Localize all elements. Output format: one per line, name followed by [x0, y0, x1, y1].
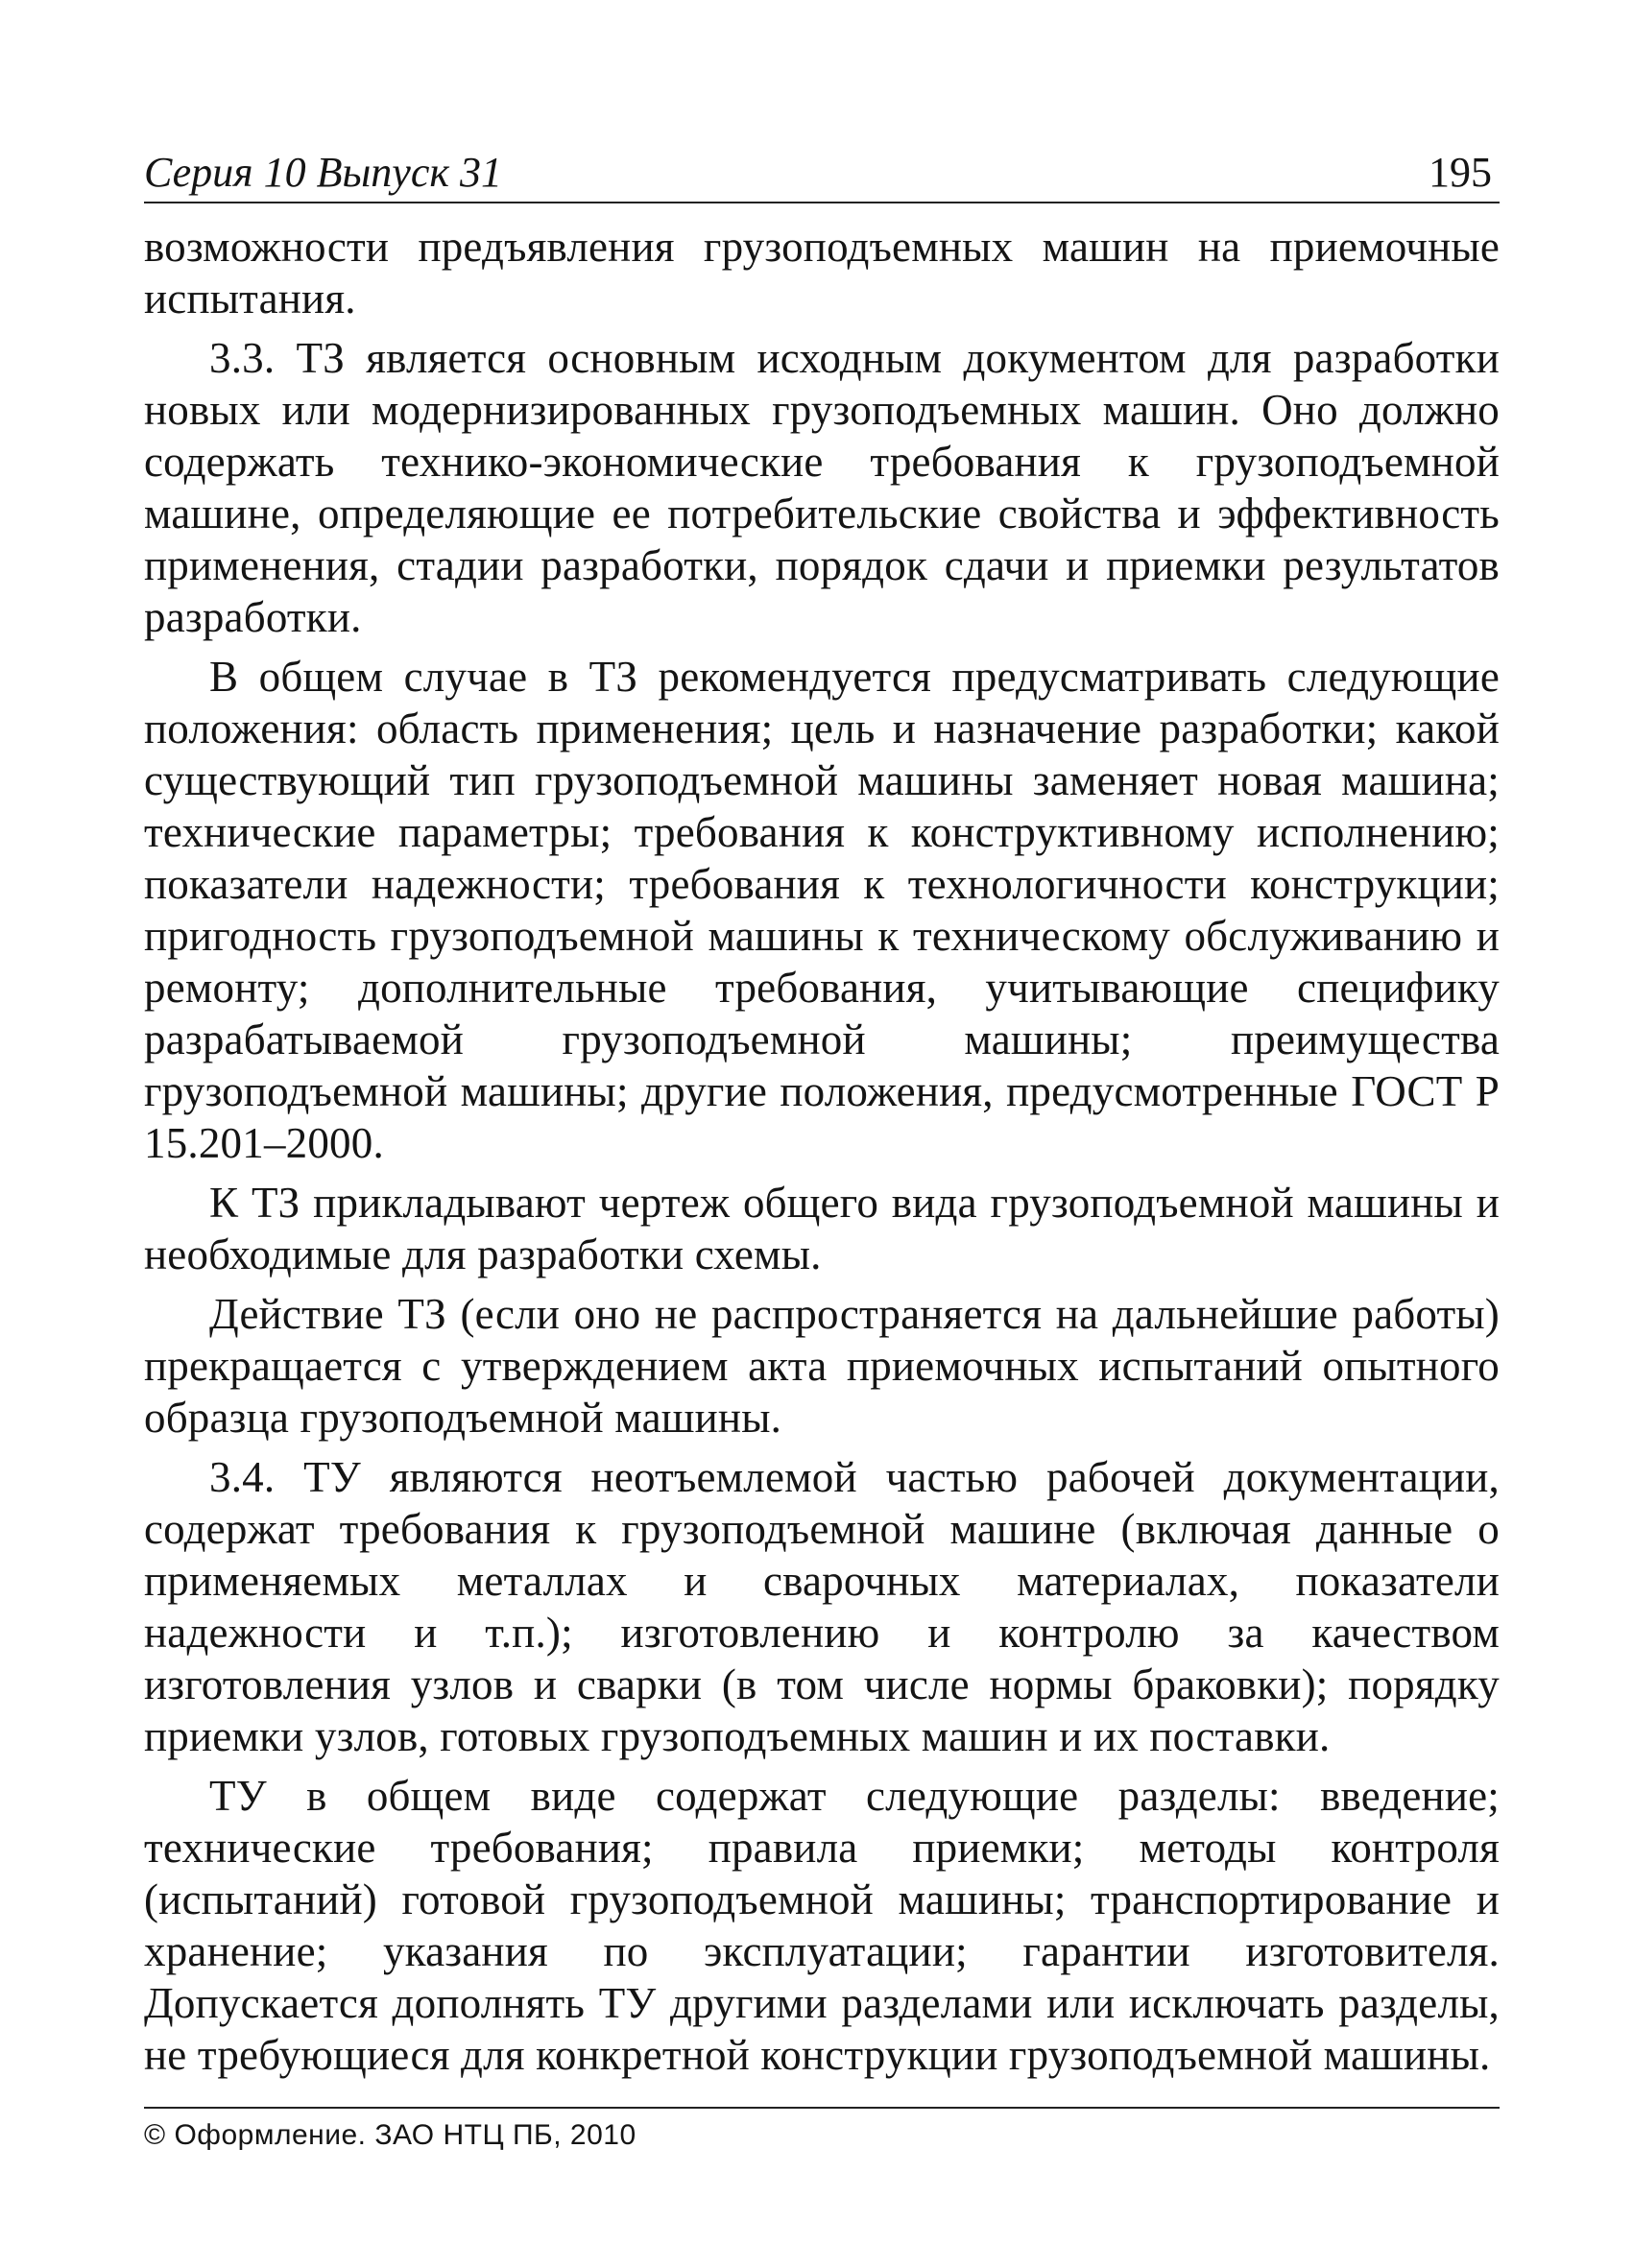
series-title: Серия 10 Выпуск 31 — [144, 149, 502, 196]
paragraph-3-4: 3.4. ТУ являются неотъемлемой частью рабочей документации, содержат требования к грузоподъемной машине (включая данные о применяемых металлах и сварочных материалах, показатели надежности и т.п.); изготовлению и контролю за качеством изготовления узлов и сварки (в том числе нормы браковки); порядку приемки узлов, готовых грузоподъемных машин и их поставки. — [144, 1453, 1500, 1760]
running-head — [144, 144, 1500, 203]
page-number: 195 — [1429, 149, 1492, 196]
page — [144, 144, 1500, 2089]
body-text — [144, 221, 1500, 2081]
paragraph-3-3: 3.3. ТЗ является основным исходным документом для разработки новых или модернизированных грузоподъемных машин. Оно должно содержать технико-экономические требования к грузоподъемной машине, определяющие ее потребительские свойства и эффективность применения, стадии разработки, порядок сдачи и приемки результатов разработки. — [144, 334, 1500, 641]
copyright-note: © Оформление. ЗАО НТЦ ПБ, 2010 — [144, 2119, 636, 2151]
paragraph-continuation: возможности предъявления грузоподъемных машин на приемочные испытания. — [144, 223, 1500, 322]
paragraph-tz-provisions: В общем случае в ТЗ рекомендуется предусматривать следующие положения: область применения; цель и назначение разработки; какой существующий тип грузоподъемной машины заменяет новая машина; технические параметры; требования к конструктивному исполнению; показатели надежности; требования к технологичности конструкции; пригодность грузоподъемной машины к техническому обслуживанию и ремонту; дополнительные требования, учитывающие специфику разрабатываемой грузоподъемной машины; преимущества грузоподъемной машины; другие положения, предусмотренные ГОСТ Р 15.201–2000. — [144, 653, 1500, 1167]
footer — [144, 2107, 1500, 2153]
paragraph-tz-validity: Действие ТЗ (если оно не распространяется на дальнейшие работы) прекращается с утверждением акта приемочных испытаний опытного образца грузоподъемной машины. — [144, 1290, 1500, 1442]
paragraph-tz-attachments: К ТЗ прикладывают чертеж общего вида грузоподъемной машины и необходимые для разработки схемы. — [144, 1179, 1500, 1278]
paragraph-tu-sections: ТУ в общем виде содержат следующие разделы: введение; технические требования; правила приемки; методы контроля (испытаний) готовой грузоподъемной машины; транспортирование и хранение; указания по эксплуатации; гарантии изготовителя. Допускается дополнять ТУ другими разделами или исключать разделы, не требующиеся для конкретной конструкции грузоподъемной машины. — [144, 1772, 1500, 2079]
